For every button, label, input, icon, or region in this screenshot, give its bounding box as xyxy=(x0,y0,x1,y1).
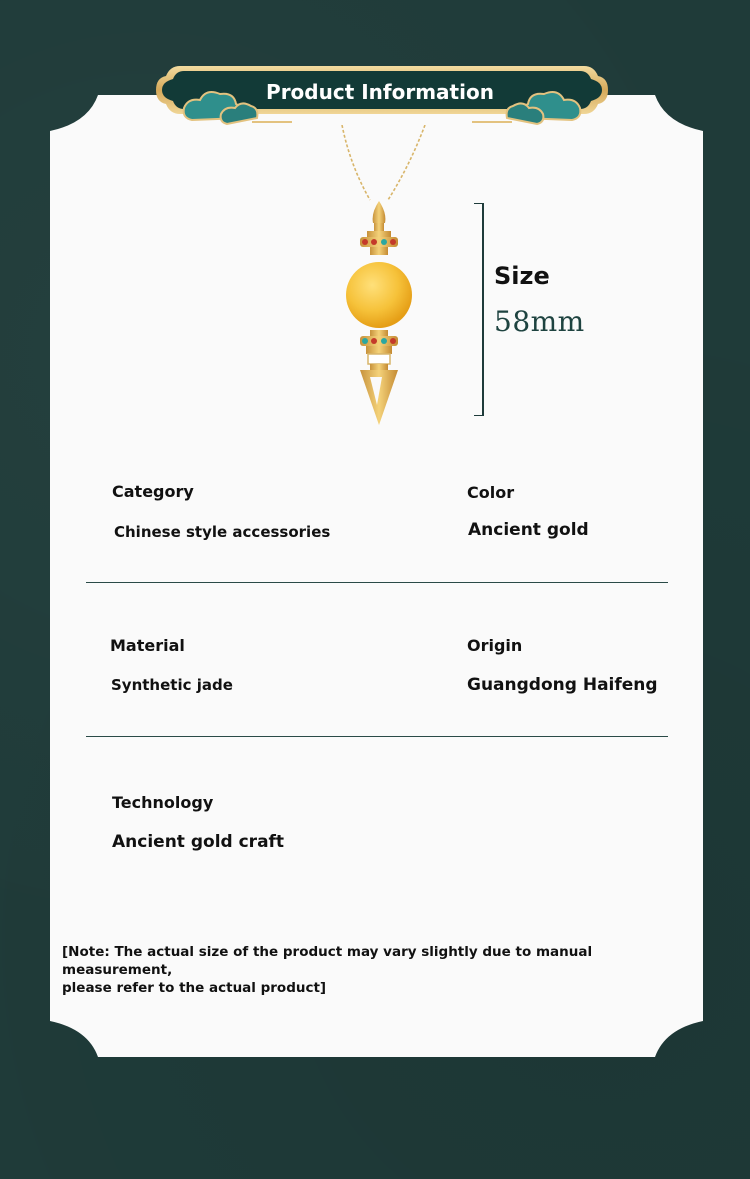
divider xyxy=(86,582,668,583)
size-value: 58mm xyxy=(494,305,585,338)
material-value: Synthetic jade xyxy=(111,676,233,694)
page-title: Product Information xyxy=(266,80,494,104)
measurement-note xyxy=(62,943,692,997)
size-bracket xyxy=(474,203,484,416)
note-line-2: please refer to the actual product] xyxy=(62,980,327,996)
color-label: Color xyxy=(467,483,515,502)
size-label: Size xyxy=(494,262,550,290)
material-label: Material xyxy=(110,636,185,655)
category-label: Category xyxy=(112,482,194,501)
note-line-1: [Note: The actual size of the product may vary slightly due to manual measurement, xyxy=(62,944,593,978)
divider xyxy=(86,736,668,737)
technology-value: Ancient gold craft xyxy=(112,832,285,852)
origin-label: Origin xyxy=(467,636,523,655)
category-value: Chinese style accessories xyxy=(114,523,331,541)
color-value: Ancient gold xyxy=(468,520,589,540)
pendant-illustration xyxy=(330,125,430,430)
technology-label: Technology xyxy=(112,793,214,812)
origin-value: Guangdong Haifeng xyxy=(467,675,658,695)
